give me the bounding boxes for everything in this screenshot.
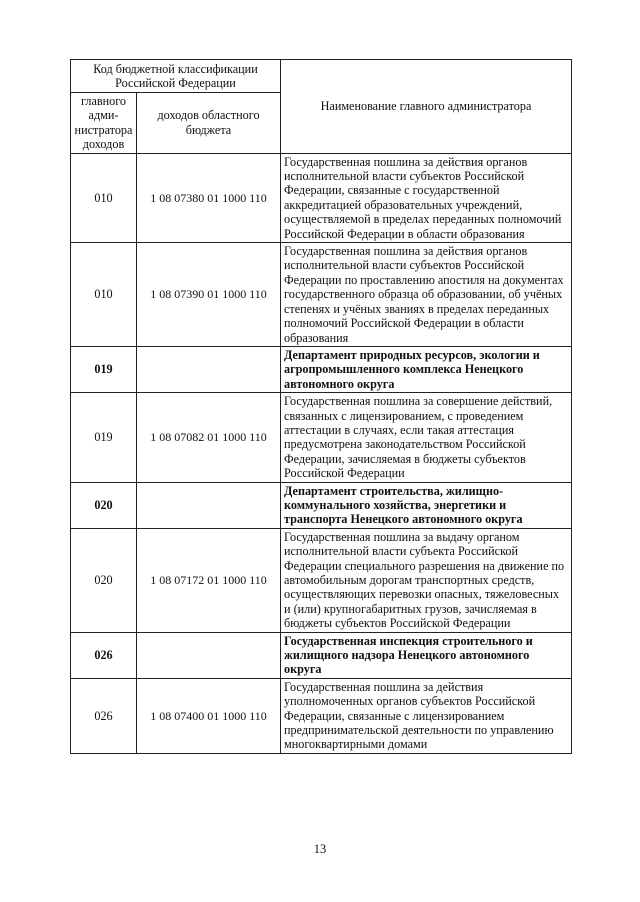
revenue-code-cell: 1 08 07400 01 1000 110 — [137, 678, 281, 753]
administrator-name-cell: Департамент строительства, жилищно-коммунального хозяйства, энергетики и транспорта Ненецкого автономного округа — [281, 482, 572, 528]
budget-classification-table — [70, 59, 572, 754]
table-row — [71, 393, 572, 482]
admin-code-cell: 026 — [71, 632, 137, 678]
admin-code-cell: 010 — [71, 153, 137, 242]
table-row — [71, 482, 572, 528]
header-group-label: Код бюджетной классификации Российской Федерации — [71, 60, 281, 93]
admin-code-cell: 026 — [71, 678, 137, 753]
admin-code-cell: 019 — [71, 346, 137, 392]
header-admin-column: главного адми-нистратора доходов — [71, 93, 137, 154]
administrator-name-cell: Государственная инспекция строительного и жилищного надзора Ненецкого автономного округа — [281, 632, 572, 678]
table-row — [71, 346, 572, 392]
table-row — [71, 153, 572, 242]
revenue-code-cell: 1 08 07172 01 1000 110 — [137, 528, 281, 632]
admin-code-cell: 019 — [71, 393, 137, 482]
table-row — [71, 678, 572, 753]
table-row — [71, 632, 572, 678]
administrator-name-cell: Государственная пошлина за действия органов исполнительной власти субъектов Российской Федерации, связанные с государственной аккредитацией образовательных учреждений, осуществляемой в пределах переданных полномочий Российской Федерации в области образования — [281, 153, 572, 242]
admin-code-cell: 020 — [71, 528, 137, 632]
administrator-name-cell: Департамент природных ресурсов, экологии и агропромышленного комплекса Ненецкого автономного округа — [281, 346, 572, 392]
revenue-code-cell — [137, 346, 281, 392]
table-row — [71, 243, 572, 347]
header-row-group — [71, 60, 572, 93]
header-name-column: Наименование главного администратора — [281, 60, 572, 154]
revenue-code-cell — [137, 632, 281, 678]
revenue-code-cell: 1 08 07380 01 1000 110 — [137, 153, 281, 242]
admin-code-cell: 010 — [71, 243, 137, 347]
table-row — [71, 528, 572, 632]
revenue-code-cell: 1 08 07390 01 1000 110 — [137, 243, 281, 347]
admin-code-cell: 020 — [71, 482, 137, 528]
table-body — [71, 60, 572, 754]
administrator-name-cell: Государственная пошлина за совершение действий, связанных с лицензированием, с проведением аттестации в случаях, если такая аттестация предусмотрена законодательством Российской Федерации, зачисляемая в бюджеты субъектов Российской Федерации — [281, 393, 572, 482]
administrator-name-cell: Государственная пошлина за выдачу органом исполнительной власти субъекта Российской Федерации специального разрешения на движение по автомобильным дорогам транспортных средств, осуществляющих перевозки опасных, тяжеловесных и (или) крупногабаритных грузов, зачисляемая в бюджеты субъектов Российской Федерации — [281, 528, 572, 632]
revenue-code-cell: 1 08 07082 01 1000 110 — [137, 393, 281, 482]
administrator-name-cell: Государственная пошлина за действия органов исполнительной власти субъектов Российской Федерации по проставлению апостиля на документах государственного образца об образовании, об учёных степенях и учёных званиях в пределах переданных полномочий Российской Федерации в области образования — [281, 243, 572, 347]
revenue-code-cell — [137, 482, 281, 528]
header-code-column: доходов областного бюджета — [137, 93, 281, 154]
administrator-name-cell: Государственная пошлина за действия уполномоченных органов субъектов Российской Федерации, связанные с лицензированием предпринимательской деятельности по управлению многоквартирными домами — [281, 678, 572, 753]
page-number: 13 — [313, 842, 327, 856]
